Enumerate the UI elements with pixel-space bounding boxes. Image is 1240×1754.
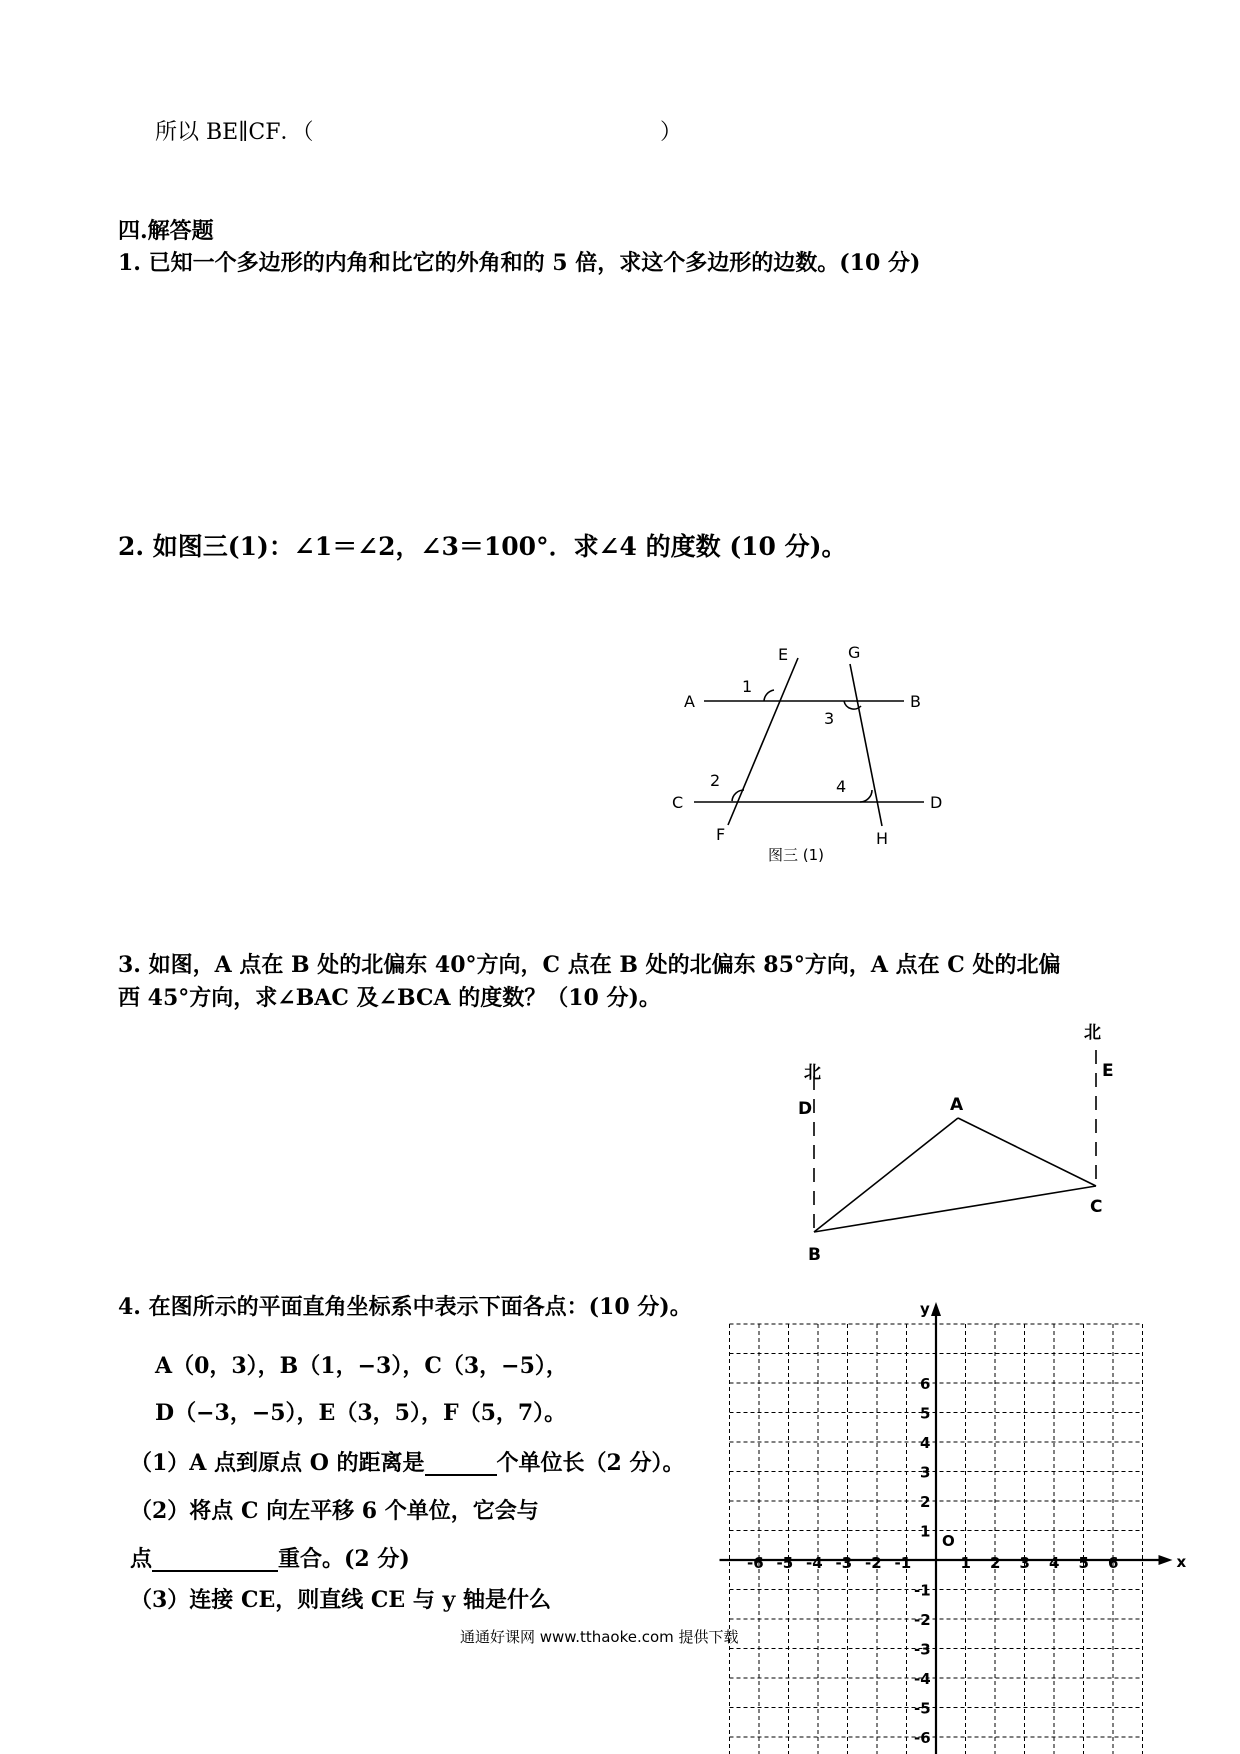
y-tick-label: 2 bbox=[920, 1493, 931, 1511]
label-angle-1: 1 bbox=[742, 677, 753, 696]
x-tick-label: 4 bbox=[1049, 1554, 1060, 1572]
y-tick-label: 5 bbox=[920, 1404, 931, 1423]
top-line-close: ） bbox=[660, 120, 683, 145]
y-axis-label: y bbox=[920, 1300, 930, 1318]
footer-watermark: 通通好课网 www.tthaoke.com 提供下载 bbox=[460, 1628, 739, 1646]
coordinate-grid bbox=[700, 1300, 1200, 1754]
y-tick-label: 4 bbox=[920, 1434, 931, 1452]
x-tick-label: -5 bbox=[776, 1554, 794, 1572]
y-tick-label: 6 bbox=[920, 1375, 931, 1393]
y-tick-label: -5 bbox=[914, 1699, 931, 1718]
y-tick-label: 1 bbox=[920, 1522, 931, 1541]
question-4-sub-1 bbox=[130, 1450, 685, 1476]
x-tick-label: -1 bbox=[894, 1554, 912, 1572]
segment-ac bbox=[958, 1118, 1096, 1186]
y-tick-label: -2 bbox=[914, 1611, 931, 1629]
arc-angle-4 bbox=[860, 790, 872, 802]
question-4-title: 4. 在图所示的平面直角坐标系中表示下面各点：(10 分)。 bbox=[118, 1294, 692, 1320]
question-4-sub-2b bbox=[130, 1546, 410, 1572]
segment-bc bbox=[814, 1186, 1096, 1232]
label-angle-3: 3 bbox=[824, 709, 835, 728]
x-tick-label: 6 bbox=[1108, 1554, 1119, 1572]
label-north-right: 北 bbox=[1084, 1023, 1101, 1043]
label-angle-4: 4 bbox=[836, 777, 847, 796]
label-d: D bbox=[930, 793, 943, 812]
label-e: E bbox=[778, 645, 789, 664]
y-tick-label: -3 bbox=[914, 1640, 931, 1659]
x-tick-label: -6 bbox=[747, 1554, 764, 1572]
question-4-points-2: D（−3，−5），E（3，5），F（5，7）。 bbox=[155, 1400, 567, 1426]
figure-parallel-lines bbox=[660, 640, 960, 870]
question-1: 1. 已知一个多边形的内角和比它的外角和的 5 倍，求这个多边形的边数。(10 分) bbox=[118, 250, 921, 276]
question-4-sub-3: （3）连接 CE，则直线 CE 与 y 轴是什么 bbox=[130, 1587, 551, 1613]
sub-1-prefix: （1）A 点到原点 O 的距离是 bbox=[130, 1450, 425, 1476]
x-tick-label: -4 bbox=[806, 1554, 823, 1572]
arc-angle-1 bbox=[764, 690, 774, 701]
label-f: F bbox=[716, 825, 726, 844]
label-d: D bbox=[798, 1099, 813, 1119]
sub-2b-suffix: 重合。(2 分) bbox=[278, 1546, 410, 1572]
x-tick-label: 2 bbox=[990, 1554, 1001, 1572]
label-b: B bbox=[910, 692, 921, 711]
y-tick-label: -1 bbox=[914, 1581, 931, 1600]
y-tick-label: -4 bbox=[914, 1670, 931, 1688]
x-tick-label: -2 bbox=[865, 1554, 882, 1572]
x-axis-label: x bbox=[1176, 1553, 1187, 1571]
y-tick-label: 3 bbox=[920, 1463, 931, 1482]
question-4-sub-2: （2）将点 C 向左平移 6 个单位，它会与 bbox=[130, 1498, 539, 1524]
question-3-line1: 3. 如图，A 点在 B 处的北偏东 40°方向，C 点在 B 处的北偏东 85°方向，A 点在 C 处的北偏 bbox=[118, 952, 1061, 978]
x-tick-label: 5 bbox=[1078, 1554, 1089, 1572]
label-g: G bbox=[848, 643, 861, 662]
y-tick-label: -6 bbox=[914, 1729, 931, 1747]
x-tick-label: 1 bbox=[960, 1554, 971, 1572]
question-2: 2. 如图三(1)：∠1＝∠2，∠3＝100°．求∠4 的度数 (10 分)。 bbox=[118, 532, 847, 561]
label-a: A bbox=[950, 1095, 964, 1115]
label-north-left: 北 bbox=[804, 1063, 821, 1083]
origin-label: O bbox=[942, 1532, 955, 1550]
label-e: E bbox=[1102, 1061, 1114, 1081]
top-line-prefix: 所以 BE∥CF．（ bbox=[155, 120, 314, 145]
figure-bearing-triangle bbox=[790, 1020, 1150, 1280]
label-a: A bbox=[684, 692, 695, 711]
sub-2b-prefix: 点 bbox=[130, 1546, 153, 1572]
x-tick-label: -3 bbox=[835, 1554, 853, 1572]
figure-caption: 图三 (1) bbox=[768, 846, 825, 864]
answer-blank-2[interactable] bbox=[152, 1550, 278, 1572]
answer-blank-1[interactable] bbox=[425, 1454, 497, 1476]
section-title: 四.解答题 bbox=[118, 218, 214, 244]
question-3-line2: 西 45°方向，求∠BAC 及∠BCA 的度数？（10 分)。 bbox=[118, 985, 661, 1011]
x-tick-label: 3 bbox=[1019, 1554, 1030, 1572]
line-ef bbox=[728, 658, 798, 825]
y-axis-arrow bbox=[931, 1302, 941, 1316]
label-b: B bbox=[808, 1245, 821, 1265]
label-h: H bbox=[876, 829, 889, 848]
question-4-points-1: A（0，3），B（1，−3），C（3，−5）， bbox=[155, 1353, 568, 1379]
x-axis-arrow bbox=[1159, 1555, 1173, 1565]
label-c: C bbox=[672, 793, 684, 812]
segment-ba bbox=[814, 1118, 958, 1232]
label-angle-2: 2 bbox=[710, 771, 721, 790]
sub-1-suffix: 个单位长（2 分）。 bbox=[496, 1450, 685, 1476]
label-c: C bbox=[1090, 1197, 1103, 1217]
top-line bbox=[155, 120, 313, 146]
